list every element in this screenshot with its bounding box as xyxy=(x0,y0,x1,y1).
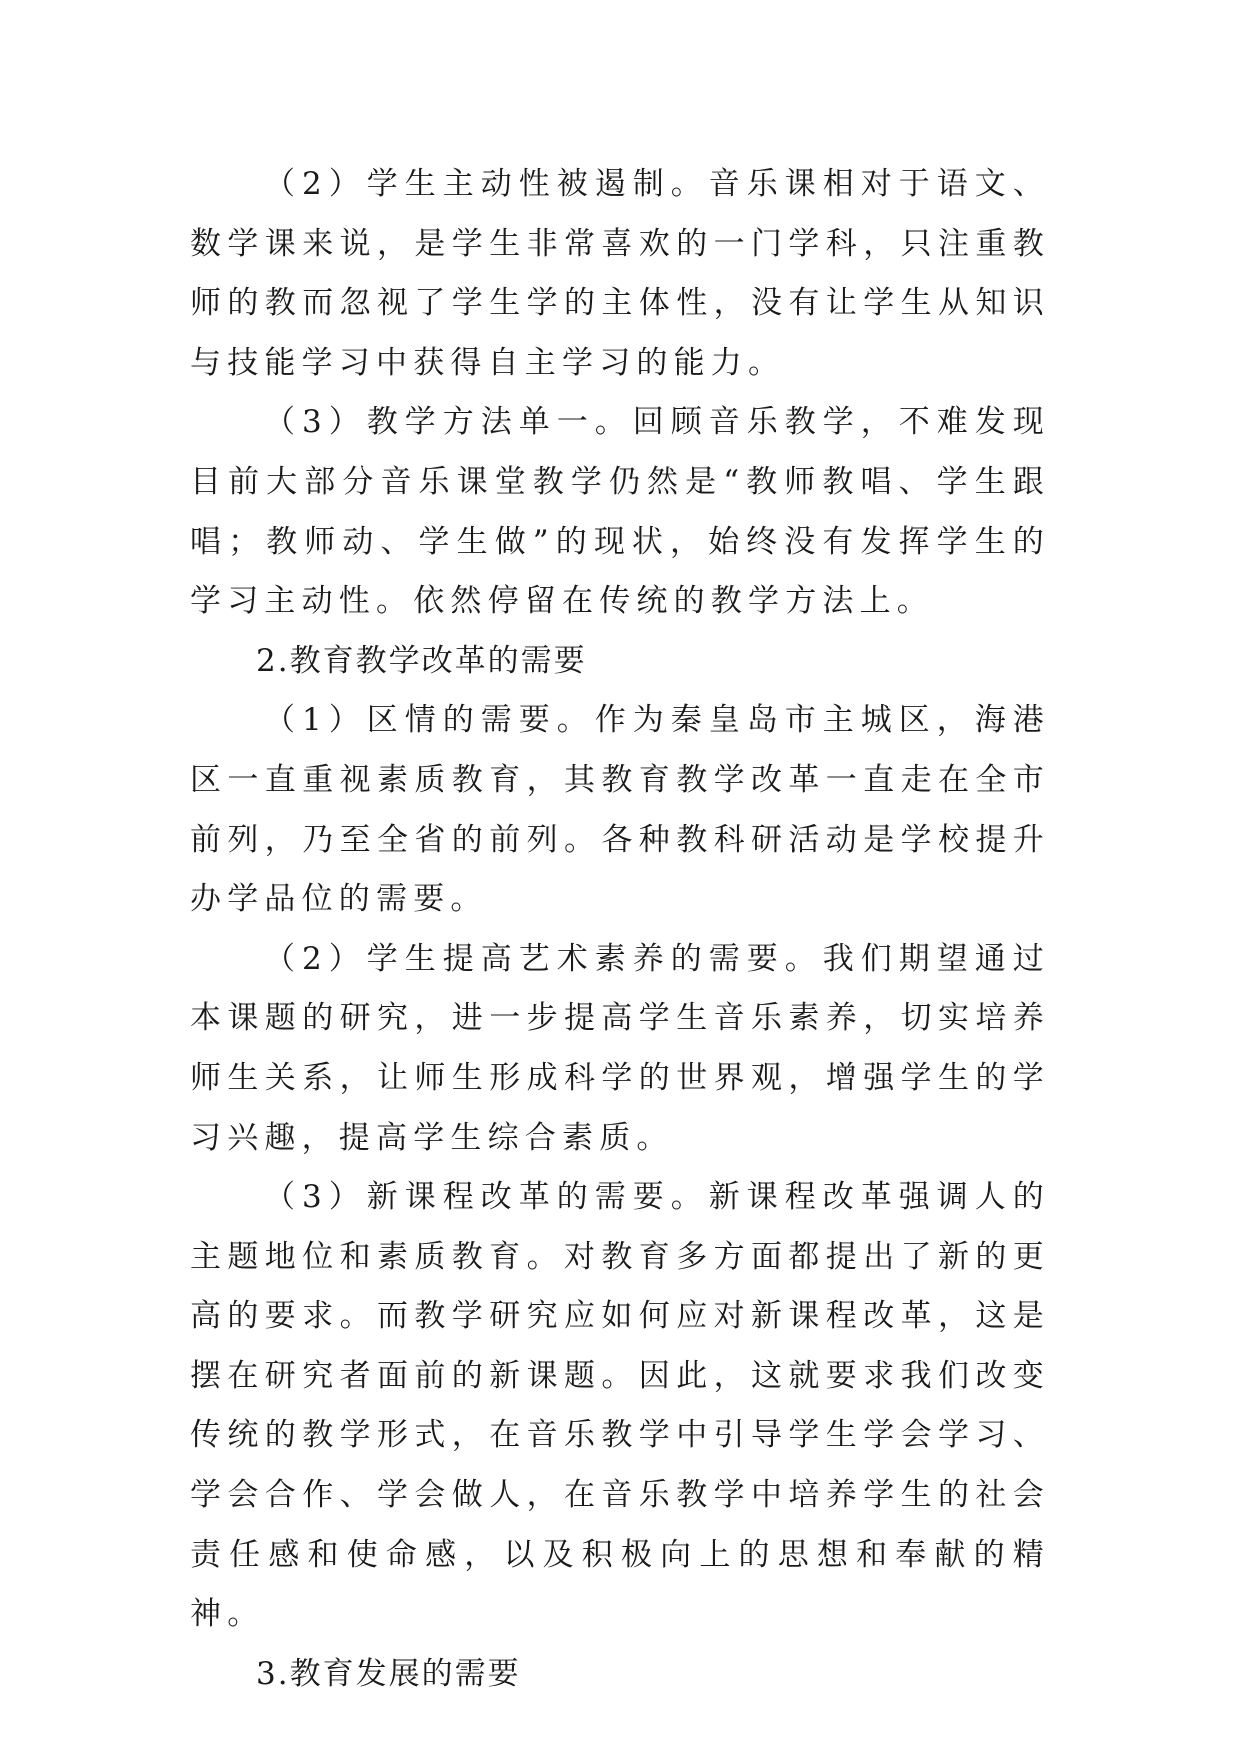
paragraph-art-literacy-needs: （2）学生提高艺术素养的需要。我们期望通过本课题的研究，进一步提高学生音乐素养，切实培养师生关系，让师生形成科学的世界观，增强学生的学习兴趣，提高学生综合素质。 xyxy=(190,940,1050,1156)
paragraph-curriculum-reform-needs: （3）新课程改革的需要。新课程改革强调人的主题地位和素质教育。对教育多方面都提出了新的更高的要求。而教学研究应如何应对新课程改革，这是摆在研究者面前的新课题。因此，这就要求我们改变传统的教学形式，在音乐教学中引导学生学会学习、学会合作、学会做人，在音乐教学中培养学生的社会责任感和使命感，以及积极向上的思想和奉献的精神。 xyxy=(190,1179,1050,1633)
document-body xyxy=(190,155,1050,1704)
paragraph-student-initiative: （2）学生主动性被遏制。音乐课相对于语文、数学课来说，是学生非常喜欢的一门学科，只注重教师的教而忽视了学生学的主体性，没有让学生从知识与技能学习中获得自主学习的能力。 xyxy=(190,166,1050,381)
section-heading-development-needs: 3.教育发展的需要 xyxy=(256,1655,521,1692)
section-heading-reform-needs: 2.教育教学改革的需要 xyxy=(256,642,587,679)
paragraph-teaching-method: （3）教学方法单一。回顾音乐教学，不难发现目前大部分音乐课堂教学仍然是“教师教唱、学生跟唱；教师动、学生做”的现状，始终没有发挥学生的学习主动性。依然停留在传统的教学方法上。 xyxy=(190,404,1050,620)
paragraph-district-needs: （1）区情的需要。作为秦皇岛市主城区，海港区一直重视素质教育，其教育教学改革一直走在全市前列，乃至全省的前列。各种教科研活动是学校提升办学品位的需要。 xyxy=(190,702,1050,918)
